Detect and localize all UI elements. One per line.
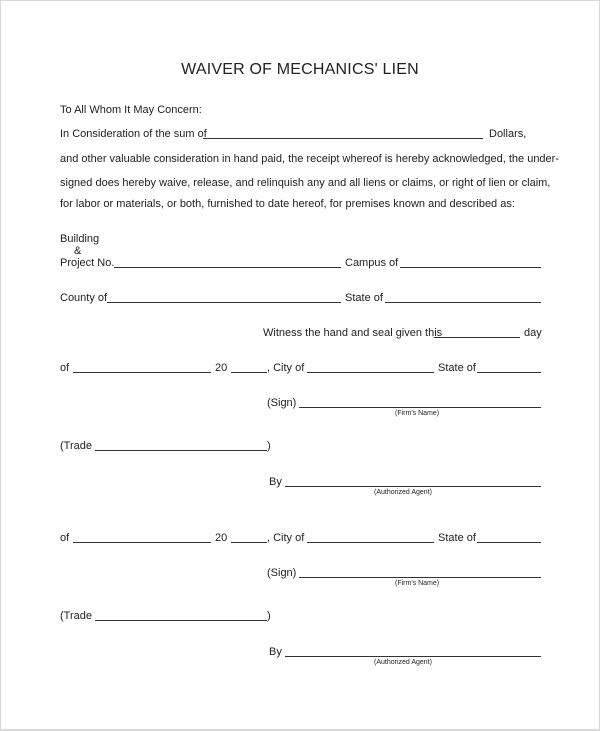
year-prefix-2: 20 xyxy=(215,532,228,544)
year-field-line-2[interactable] xyxy=(231,542,267,543)
year-field-line-1[interactable] xyxy=(231,372,267,373)
of-label-2: of xyxy=(60,532,70,544)
trade-field-line-1[interactable] xyxy=(95,450,267,451)
county-field-line[interactable] xyxy=(107,302,341,303)
trade-close-1: ) xyxy=(267,440,271,452)
firms-name-caption-1: (Firm's Name) xyxy=(395,410,440,417)
city-label-1: , City of xyxy=(267,362,305,374)
campus-field-line[interactable] xyxy=(400,267,541,268)
trade-field-line-2[interactable] xyxy=(95,620,267,621)
witness-text: Witness the hand and seal given this xyxy=(263,327,443,339)
of-label-1: of xyxy=(60,362,70,374)
paragraph-line-1: and other valuable consideration in hand paid, the receipt whereof is hereby acknowledged, the under- xyxy=(60,153,559,165)
county-label: County of xyxy=(60,292,108,304)
by-label-2: By xyxy=(269,646,282,658)
year-prefix-1: 20 xyxy=(215,362,228,374)
greeting: To All Whom It May Concern: xyxy=(60,104,202,116)
campus-label: Campus of xyxy=(345,257,399,269)
state-label: State of xyxy=(345,292,383,304)
document-page xyxy=(1,1,599,729)
city-field-line-2[interactable] xyxy=(307,542,434,543)
state-field-line-2[interactable] xyxy=(477,542,541,543)
city-label-2: , City of xyxy=(267,532,305,544)
firms-name-caption-2: (Firm's Name) xyxy=(395,580,440,587)
trade-open-1: (Trade xyxy=(60,440,92,452)
agent-field-line-2[interactable] xyxy=(285,656,541,657)
trade-open-2: (Trade xyxy=(60,610,92,622)
month-field-line-1[interactable] xyxy=(73,372,211,373)
project-no-label: Project No. xyxy=(60,257,115,269)
paragraph-line-3: for labor or materials, or both, furnished to date hereof, for premises known and described as: xyxy=(60,198,515,210)
month-field-line-2[interactable] xyxy=(73,542,211,543)
dollars-label: Dollars, xyxy=(489,128,527,140)
paragraph-line-2: signed does hereby waive, release, and relinquish any and all liens or claims, or right of lien or claim, xyxy=(60,177,551,189)
agent-field-line-1[interactable] xyxy=(285,486,541,487)
firm-name-field-line-1[interactable] xyxy=(299,407,541,408)
sign-label-2: (Sign) xyxy=(267,567,297,579)
state-field-line[interactable] xyxy=(385,302,541,303)
state-field-line-1[interactable] xyxy=(477,372,541,373)
building-label: Building xyxy=(60,233,100,245)
day-field-line[interactable] xyxy=(434,337,520,338)
city-field-line-1[interactable] xyxy=(307,372,434,373)
ampersand-label: & xyxy=(74,245,82,257)
authorized-agent-caption-1: (Authorized Agent) xyxy=(374,489,432,496)
by-label-1: By xyxy=(269,476,282,488)
authorized-agent-caption-2: (Authorized Agent) xyxy=(374,659,432,666)
state-label-2: State of xyxy=(438,532,476,544)
firm-name-field-line-2[interactable] xyxy=(299,577,541,578)
day-label: day xyxy=(524,327,542,339)
sum-field-line[interactable] xyxy=(203,138,483,139)
trade-close-2: ) xyxy=(267,610,271,622)
state-label-1: State of xyxy=(438,362,476,374)
project-no-field-line[interactable] xyxy=(114,267,341,268)
sign-label-1: (Sign) xyxy=(267,397,297,409)
document-title: WAIVER OF MECHANICS' LIEN xyxy=(181,61,419,78)
consideration-label: In Consideration of the sum of xyxy=(60,128,207,140)
